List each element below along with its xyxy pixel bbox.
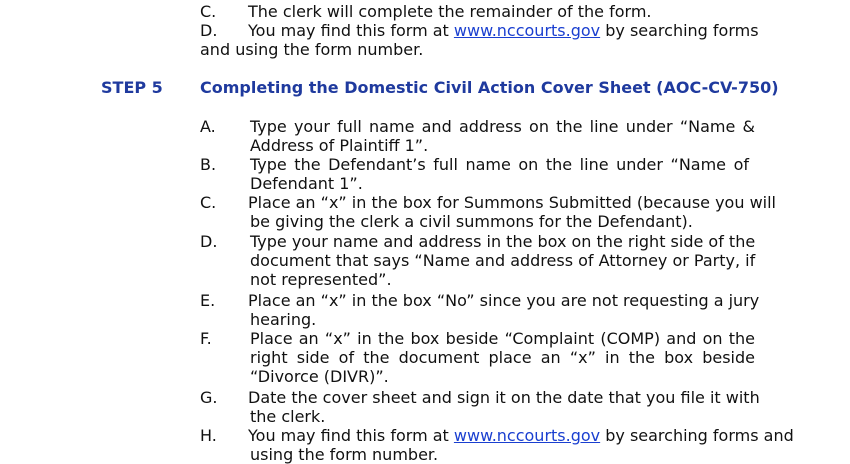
item-f-line-2: right side of the document place an “x” in the box beside bbox=[250, 348, 755, 367]
item-a-line-1: Type your full name and address on the line under “Name & bbox=[250, 117, 755, 136]
item-letter-a: A. bbox=[200, 117, 216, 136]
item-a-line-2: Address of Plaintiff 1”. bbox=[250, 136, 429, 155]
item-b-line-1: Type the Defendant’s full name on the line under “Name of bbox=[250, 155, 749, 174]
item-h-line-2: using the form number. bbox=[250, 445, 439, 464]
item-text-c-top: The clerk will complete the remainder of the form. bbox=[248, 2, 652, 21]
item-letter-e: E. bbox=[200, 291, 216, 310]
item-d-line-3: not represented”. bbox=[250, 270, 392, 289]
item-g-line-1: Date the cover sheet and sign it on the date that you file it with bbox=[248, 388, 760, 407]
item-h-line-1-post: by searching forms and bbox=[600, 426, 794, 445]
item-f-line-3: “Divorce (DIVR)”. bbox=[250, 367, 389, 386]
nccourts-link-top[interactable]: www.nccourts.gov bbox=[453, 21, 601, 40]
step-label: STEP 5 bbox=[101, 78, 163, 97]
item-e-line-2: hearing. bbox=[250, 310, 317, 329]
item-h-line-1 bbox=[248, 426, 794, 445]
item-letter-f: F. bbox=[200, 329, 212, 348]
item-g-line-2: the clerk. bbox=[250, 407, 326, 426]
item-c-line-2: be giving the clerk a civil summons for the Defendant). bbox=[250, 212, 693, 231]
item-d-line-1: Type your name and address in the box on the right side of the bbox=[250, 232, 756, 251]
item-text-d-top bbox=[248, 21, 759, 40]
item-letter-g: G. bbox=[200, 388, 218, 407]
item-b-line-2: Defendant 1”. bbox=[250, 174, 363, 193]
item-c-line-1: Place an “x” in the box for Summons Submitted (because you will bbox=[248, 193, 776, 212]
item-text-d-top-post: by searching forms bbox=[600, 21, 759, 40]
item-text-d-top-pre: You may find this form at bbox=[248, 21, 454, 40]
step-title: Completing the Domestic Civil Action Cover Sheet (AOC-CV-750) bbox=[200, 78, 779, 97]
item-e-line-1: Place an “x” in the box “No” since you are not requesting a jury bbox=[248, 291, 760, 310]
item-letter-d: D. bbox=[200, 232, 218, 251]
item-letter-c: C. bbox=[200, 193, 217, 212]
item-d-line-2: document that says “Name and address of Attorney or Party, if bbox=[250, 251, 756, 270]
item-h-line-1-pre: You may find this form at bbox=[248, 426, 454, 445]
item-text-d-top-line2: and using the form number. bbox=[200, 40, 424, 59]
item-f-line-1: Place an “x” in the box beside “Complaint (COMP) and on the bbox=[250, 329, 755, 348]
item-letter-h: H. bbox=[200, 426, 217, 445]
item-letter-b: B. bbox=[200, 155, 217, 174]
item-letter-d-top: D. bbox=[200, 21, 218, 40]
nccourts-link[interactable]: www.nccourts.gov bbox=[453, 426, 601, 445]
item-letter-c-top: C. bbox=[200, 2, 217, 21]
